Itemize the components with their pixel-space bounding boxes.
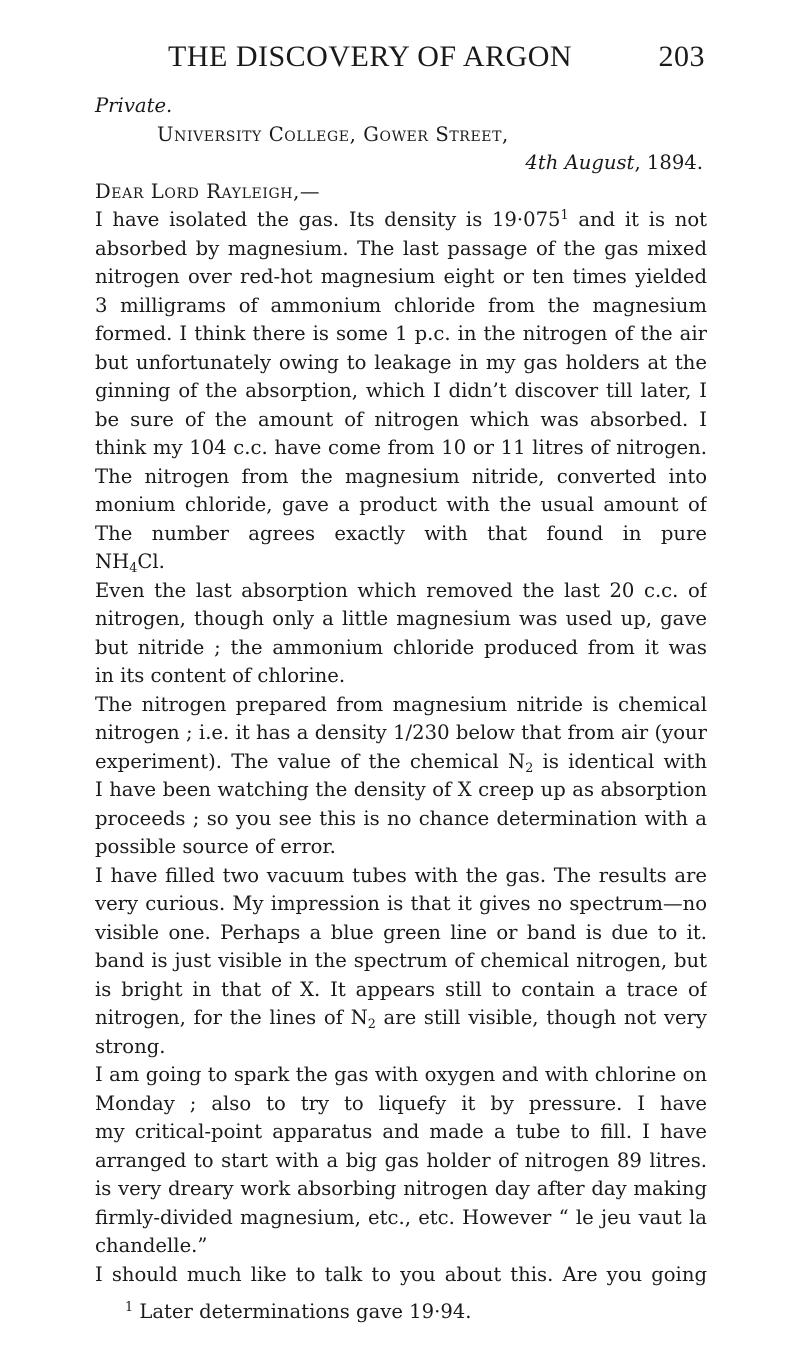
text-line: I am going to spark the gas with oxygen and with chlorine on bbox=[95, 1063, 707, 1086]
salutation: Dear Lord Rayleigh,— bbox=[95, 179, 321, 203]
text-line: nitrogen, though only a little magnesium was used up, gave bbox=[95, 607, 707, 630]
text-line: band is just visible in the spectrum of chemical nitrogen, but bbox=[95, 949, 707, 972]
letter-date bbox=[95, 149, 707, 178]
page-number: 203 bbox=[658, 40, 705, 73]
page-header bbox=[95, 40, 705, 80]
text-line: be sure of the amount of nitrogen which was absorbed. I bbox=[95, 407, 707, 431]
text-line: monium chloride, gave a product with the usual amount of bbox=[95, 493, 707, 516]
text-line: I have been watching the density of X creep up as absorption bbox=[95, 778, 707, 801]
text-line: possible source of error. bbox=[95, 835, 336, 858]
text-line: think my 104 c.c. have come from 10 or 11 litres of nitrogen. bbox=[95, 436, 707, 459]
text-line: The number agrees exactly with that found in pure bbox=[95, 521, 707, 545]
text-line: strong. bbox=[95, 1034, 166, 1058]
footnote-text: Later determinations gave 19·94. bbox=[133, 1300, 472, 1323]
footnote bbox=[125, 1300, 472, 1323]
text-line: The nitrogen prepared from magnesium nitride is chemical bbox=[95, 692, 707, 716]
text-line: chandelle.” bbox=[95, 1234, 208, 1257]
text-line: my critical-point apparatus and made a tube to fill. I have bbox=[95, 1120, 707, 1143]
text-line: ginning of the absorption, which I didn’t discover till later, I bbox=[95, 379, 707, 402]
letter-address: University College, Gower Street, bbox=[157, 122, 509, 146]
text-line: $NH_4Cl$. bbox=[95, 550, 165, 576]
text-line: I have filled two vacuum tubes with the gas. The results are bbox=[95, 863, 707, 887]
date-year: , 1894. bbox=[634, 151, 703, 174]
text-line: The nitrogen from the magnesium nitride, converted into bbox=[95, 464, 707, 488]
text-line: arranged to start with a big gas holder of nitrogen 89 litres. bbox=[95, 1148, 707, 1172]
text-line: I have isolated the gas. Its density is $19\cdot 075^1$ and it is not bbox=[95, 208, 707, 231]
text-line: proceeds ; so you see this is no chance determination with a bbox=[95, 806, 707, 830]
text-line: is very dreary work absorbing nitrogen day after day making bbox=[95, 1177, 707, 1200]
private-label: Private. bbox=[95, 94, 173, 117]
text-line: nitrogen over red-hot magnesium eight or ten times yielded bbox=[95, 265, 707, 288]
text-line: absorbed by magnesium. The last passage of the gas mixed bbox=[95, 236, 707, 260]
text-line: but unfortunately owing to leakage in my gas holders at the bbox=[95, 350, 707, 374]
text-line: formed. I think there is some 1 p.c. in the nitrogen of the air bbox=[95, 322, 707, 345]
text-line: firmly-divided magnesium, etc., etc. However “ le jeu vaut la bbox=[95, 1205, 707, 1229]
running-title: THE DISCOVERY OF ARGON bbox=[168, 40, 573, 73]
date-day: 4th bbox=[525, 151, 559, 174]
footnote-marker: 1 bbox=[125, 1300, 134, 1315]
text-line: very curious. My impression is that it gives no spectrum—no bbox=[95, 892, 707, 915]
text-line: visible one. Perhaps a blue green line or band is due to it. bbox=[95, 920, 707, 944]
text-line: experiment). The value of the chemical $N_2$ is identical with bbox=[95, 749, 707, 776]
text-line: Even the last absorption which removed the last 20 c.c. of bbox=[95, 578, 707, 602]
footnote-ref: 1 bbox=[560, 208, 569, 223]
text-line: 3 milligrams of ammonium chloride from the magnesium bbox=[95, 293, 707, 317]
date-month: August bbox=[558, 151, 635, 174]
text-line: nitrogen ; i.e. it has a density 1/230 below that from air (your bbox=[95, 721, 707, 744]
text-line: in its content of chlorine. bbox=[95, 664, 346, 687]
text-line: is bright in that of X. It appears still to contain a trace of bbox=[95, 977, 707, 1001]
text-line: but nitride ; the ammonium chloride produced from it was bbox=[95, 635, 707, 659]
text-line: nitrogen, for the lines of $N_2$ are still visible, though not very bbox=[95, 1006, 707, 1032]
text-line: Monday ; also to try to liquefy it by pressure. I have bbox=[95, 1091, 707, 1115]
text-line: I should much like to talk to you about this. Are you going bbox=[95, 1262, 707, 1286]
letter-body bbox=[95, 92, 707, 1289]
